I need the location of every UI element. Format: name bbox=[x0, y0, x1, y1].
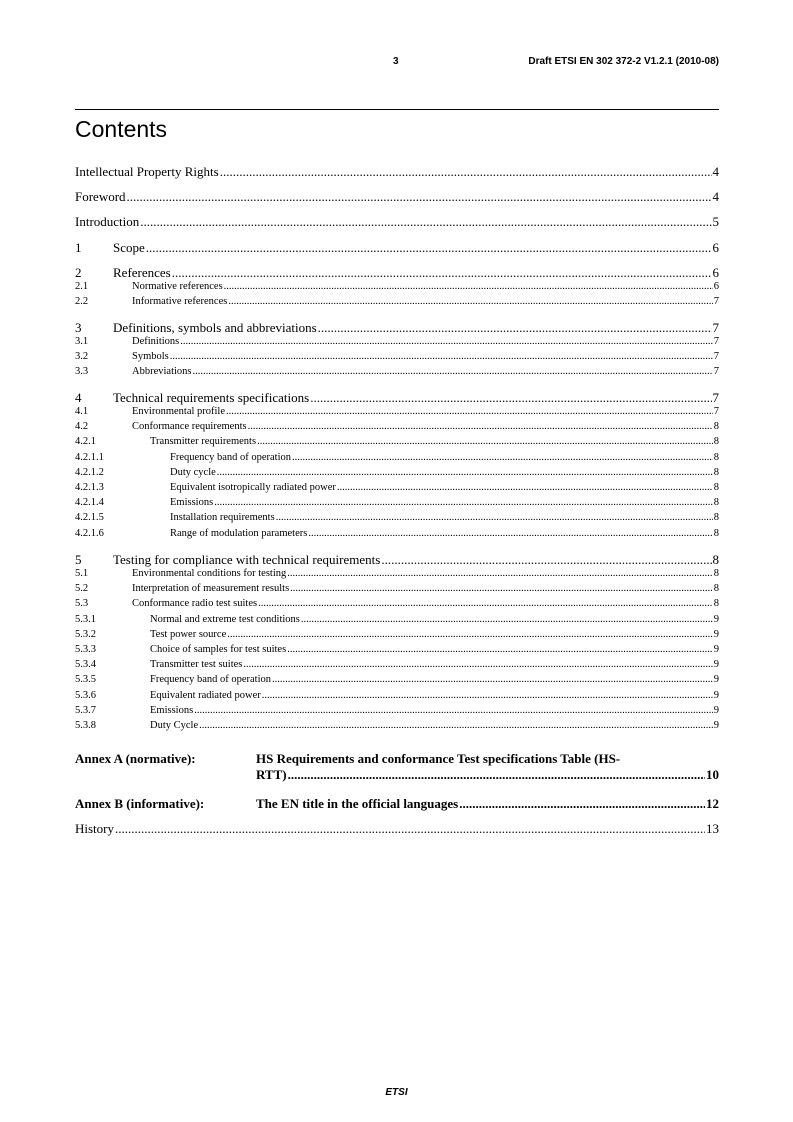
toc-entry[interactable] bbox=[75, 598, 719, 609]
toc-entry-number: 5.2 bbox=[75, 583, 89, 594]
leader-dots bbox=[258, 598, 713, 609]
toc-entry-number: 4.1 bbox=[75, 406, 89, 417]
leader-dots bbox=[301, 614, 713, 625]
leader-dots bbox=[272, 674, 713, 685]
leader-dots bbox=[180, 336, 713, 347]
toc-entry-page: 7 bbox=[713, 406, 719, 417]
toc-entry-number: 4.2.1.3 bbox=[75, 482, 104, 493]
leader-dots bbox=[220, 164, 712, 180]
toc-entry[interactable] bbox=[75, 281, 719, 292]
leader-dots bbox=[115, 821, 705, 837]
toc-entry-number: 4.2 bbox=[75, 421, 89, 432]
toc-entry-page: 9 bbox=[713, 614, 719, 625]
leader-dots bbox=[381, 552, 711, 568]
toc-entry-number: 2 bbox=[75, 265, 82, 280]
toc-entry-label: Environmental profile bbox=[132, 406, 226, 417]
toc-entry-page: 8 bbox=[713, 421, 719, 432]
toc-entry[interactable] bbox=[75, 497, 719, 508]
toc-entry-page: 8 bbox=[712, 552, 719, 567]
toc-entry-label: Intellectual Property Rights bbox=[75, 164, 219, 179]
toc-entry-number: 2.1 bbox=[75, 281, 89, 292]
toc-entry-number: 4 bbox=[75, 390, 82, 405]
toc-entry[interactable] bbox=[75, 644, 719, 655]
leader-dots bbox=[308, 528, 712, 539]
toc-entry[interactable] bbox=[75, 265, 719, 281]
toc-entry-label: Abbreviations bbox=[132, 366, 192, 377]
toc-entry-number: 4.2.1.2 bbox=[75, 467, 104, 478]
toc-entry[interactable] bbox=[75, 528, 719, 539]
header-rule bbox=[75, 109, 719, 110]
toc-entry[interactable] bbox=[75, 552, 719, 568]
toc-entry-number: 5.1 bbox=[75, 568, 89, 579]
toc-entry-number: 5.3.7 bbox=[75, 705, 96, 716]
toc-entry[interactable] bbox=[75, 351, 719, 362]
leader-dots bbox=[257, 436, 713, 447]
toc-annex-a[interactable] bbox=[75, 751, 719, 787]
toc-entry-number: 5.3.1 bbox=[75, 614, 96, 625]
toc-entry-page: 9 bbox=[713, 720, 719, 731]
toc-entry-label: Emissions bbox=[150, 705, 194, 716]
toc-entry[interactable] bbox=[75, 336, 719, 347]
toc-entry-page: 5 bbox=[712, 214, 719, 229]
toc-entry-label: Transmitter test suites bbox=[150, 659, 243, 670]
toc-entry[interactable] bbox=[75, 189, 719, 205]
leader-dots bbox=[194, 705, 713, 716]
toc-entry-page: 4 bbox=[712, 164, 719, 179]
toc-entry[interactable] bbox=[75, 568, 719, 579]
toc-entry-number: 3.1 bbox=[75, 336, 89, 347]
toc-entry-number: 4.2.1 bbox=[75, 436, 96, 447]
toc-entry-label: Transmitter requirements bbox=[150, 436, 257, 447]
toc-entry-number: 1 bbox=[75, 240, 82, 255]
annex-a-page: 10 bbox=[706, 767, 719, 782]
toc-entry-page: 7 bbox=[713, 336, 719, 347]
history-label: History bbox=[75, 821, 114, 836]
toc-entry[interactable] bbox=[75, 320, 719, 336]
toc-entry-label: Duty Cycle bbox=[150, 720, 199, 731]
toc-entry-label: Symbols bbox=[132, 351, 169, 362]
toc-entry-label: Conformance requirements bbox=[132, 421, 247, 432]
toc-entry[interactable] bbox=[75, 674, 719, 685]
annex-a-label: Annex A (normative): bbox=[75, 751, 196, 766]
toc-entry[interactable] bbox=[75, 436, 719, 447]
leader-dots bbox=[199, 720, 713, 731]
toc-entry-label: Normal and extreme test conditions bbox=[150, 614, 300, 625]
leader-dots bbox=[146, 240, 712, 256]
toc-entry-page: 6 bbox=[712, 265, 719, 280]
toc-entry-number: 4.2.1.5 bbox=[75, 512, 104, 523]
toc-entry[interactable] bbox=[75, 482, 719, 493]
toc-entry-label: Informative references bbox=[132, 296, 228, 307]
leader-dots bbox=[172, 265, 712, 281]
leader-dots bbox=[214, 497, 713, 508]
toc-entry[interactable] bbox=[75, 452, 719, 463]
toc-entry-label: Range of modulation parameters bbox=[170, 528, 308, 539]
toc-entry[interactable] bbox=[75, 512, 719, 523]
toc-entry-page: 7 bbox=[713, 296, 719, 307]
toc-entry-label: Frequency band of operation bbox=[150, 674, 272, 685]
toc-entry-page: 8 bbox=[713, 528, 719, 539]
toc-entry-label: Introduction bbox=[75, 214, 140, 229]
toc-entry-label: Duty cycle bbox=[170, 467, 216, 478]
annex-a-title-line1: HS Requirements and conformance Test specifications Table (HS- bbox=[256, 751, 621, 766]
toc-entry-page: 9 bbox=[713, 690, 719, 701]
toc-entry[interactable] bbox=[75, 720, 719, 731]
toc-entry-label: Definitions bbox=[132, 336, 180, 347]
toc-entry-page: 8 bbox=[713, 436, 719, 447]
toc-entry[interactable] bbox=[75, 390, 719, 406]
toc-entry[interactable] bbox=[75, 214, 719, 230]
toc-entry[interactable] bbox=[75, 629, 719, 640]
toc-entry-number: 3.3 bbox=[75, 366, 89, 377]
toc-entry[interactable] bbox=[75, 467, 719, 478]
toc-entry[interactable] bbox=[75, 296, 719, 307]
toc-entry-number: 5.3.5 bbox=[75, 674, 96, 685]
leader-dots bbox=[287, 644, 713, 655]
annex-a-title-line2: RTT) bbox=[256, 767, 287, 782]
toc-entry[interactable] bbox=[75, 583, 719, 594]
toc-entry-label: Emissions bbox=[170, 497, 214, 508]
page-title: Contents bbox=[75, 116, 168, 142]
toc-entry-page: 9 bbox=[713, 674, 719, 685]
toc-entry[interactable] bbox=[75, 366, 719, 377]
toc-entry[interactable] bbox=[75, 690, 719, 701]
toc-entry-number: 4.2.1.6 bbox=[75, 528, 104, 539]
leader-dots bbox=[262, 690, 713, 701]
toc-history[interactable] bbox=[75, 821, 719, 837]
toc-entry-label: Testing for compliance with technical requirements bbox=[113, 552, 381, 567]
toc-entry-page: 8 bbox=[713, 482, 719, 493]
toc-entry-label: Choice of samples for test suites bbox=[150, 644, 287, 655]
toc-entry-number: 4.2.1.4 bbox=[75, 497, 104, 508]
toc-entry-page: 7 bbox=[712, 390, 719, 405]
toc-entry[interactable] bbox=[75, 659, 719, 670]
leader-dots bbox=[318, 320, 712, 336]
toc-entry-label: Equivalent isotropically radiated power bbox=[170, 482, 336, 493]
page-footer: ETSI bbox=[385, 1087, 408, 1098]
toc-entry-label: Interpretation of measurement results bbox=[132, 583, 290, 594]
toc-entry-number: 5 bbox=[75, 552, 82, 567]
toc-entry-page: 7 bbox=[712, 320, 719, 335]
toc-entry-page: 6 bbox=[713, 281, 719, 292]
toc-entry-label: Installation requirements bbox=[170, 512, 275, 523]
toc-entry[interactable] bbox=[75, 614, 719, 625]
toc-entry-page: 8 bbox=[713, 467, 719, 478]
toc-entry-page: 7 bbox=[713, 351, 719, 362]
leader-dots bbox=[276, 512, 713, 523]
toc-entry-label: Foreword bbox=[75, 189, 126, 204]
leader-dots bbox=[193, 366, 713, 377]
toc-entry-page: 8 bbox=[713, 512, 719, 523]
toc-entry-label: Definitions, symbols and abbreviations bbox=[113, 320, 317, 335]
toc-entry[interactable] bbox=[75, 164, 719, 180]
page-header bbox=[75, 56, 719, 72]
leader-dots bbox=[288, 767, 705, 783]
leader-dots bbox=[170, 351, 713, 362]
toc-entry[interactable] bbox=[75, 421, 719, 432]
toc-entry-label: Equivalent radiated power bbox=[150, 690, 261, 701]
toc-entry-number: 5.3.3 bbox=[75, 644, 96, 655]
toc-entry-label: Normative references bbox=[132, 281, 223, 292]
leader-dots bbox=[248, 421, 713, 432]
toc-entry-label: Scope bbox=[113, 240, 145, 255]
toc-entry-number: 3.2 bbox=[75, 351, 89, 362]
leader-dots bbox=[224, 281, 713, 292]
leader-dots bbox=[228, 296, 712, 307]
leader-dots bbox=[287, 568, 712, 579]
leader-dots bbox=[226, 406, 713, 417]
toc-entry-page: 9 bbox=[713, 644, 719, 655]
toc-entry-page: 9 bbox=[713, 705, 719, 716]
toc-entry-number: 5.3 bbox=[75, 598, 89, 609]
toc-entry-label: Environmental conditions for testing bbox=[132, 568, 287, 579]
toc-entry-label: Technical requirements specifications bbox=[113, 390, 310, 405]
toc-entry-page: 8 bbox=[713, 497, 719, 508]
header-page-number: 3 bbox=[393, 56, 399, 67]
toc-entry[interactable] bbox=[75, 705, 719, 716]
leader-dots bbox=[290, 583, 713, 594]
toc-entry-number: 5.3.8 bbox=[75, 720, 96, 731]
leader-dots bbox=[243, 659, 712, 670]
leader-dots bbox=[337, 482, 713, 493]
header-document-reference: Draft ETSI EN 302 372-2 V1.2.1 (2010-08) bbox=[528, 56, 719, 67]
toc-entry-page: 8 bbox=[713, 598, 719, 609]
toc-entry-page: 8 bbox=[713, 568, 719, 579]
leader-dots bbox=[140, 214, 711, 230]
toc-entry-number: 2.2 bbox=[75, 296, 89, 307]
leader-dots bbox=[310, 390, 711, 406]
leader-dots bbox=[127, 189, 712, 205]
toc-entry-number: 5.3.4 bbox=[75, 659, 96, 670]
leader-dots bbox=[227, 629, 713, 640]
annex-b-title: The EN title in the official languages bbox=[256, 796, 459, 811]
toc-entry-page: 9 bbox=[713, 629, 719, 640]
toc-entry-number: 5.3.6 bbox=[75, 690, 96, 701]
toc-annex-b[interactable] bbox=[75, 796, 719, 814]
toc-entry-number: 4.2.1.1 bbox=[75, 452, 104, 463]
history-page: 13 bbox=[706, 821, 719, 836]
annex-b-page: 12 bbox=[706, 796, 719, 811]
toc-entry-number: 5.3.2 bbox=[75, 629, 96, 640]
toc-entry-label: Frequency band of operation bbox=[170, 452, 292, 463]
toc-entry-page: 7 bbox=[713, 366, 719, 377]
toc-entry-label: Conformance radio test suites bbox=[132, 598, 258, 609]
toc-entry-page: 6 bbox=[712, 240, 719, 255]
toc-entry[interactable] bbox=[75, 406, 719, 417]
toc-entry-label: References bbox=[113, 265, 171, 280]
toc-entry-label: Test power source bbox=[150, 629, 227, 640]
leader-dots bbox=[459, 796, 705, 812]
leader-dots bbox=[292, 452, 713, 463]
toc-entry-page: 9 bbox=[713, 659, 719, 670]
toc-entry-page: 4 bbox=[712, 189, 719, 204]
toc-entry-page: 8 bbox=[713, 583, 719, 594]
toc-entry-number: 3 bbox=[75, 320, 82, 335]
toc-entry-page: 8 bbox=[713, 452, 719, 463]
toc-entry[interactable] bbox=[75, 240, 719, 256]
annex-b-label: Annex B (informative): bbox=[75, 796, 205, 811]
leader-dots bbox=[217, 467, 713, 478]
